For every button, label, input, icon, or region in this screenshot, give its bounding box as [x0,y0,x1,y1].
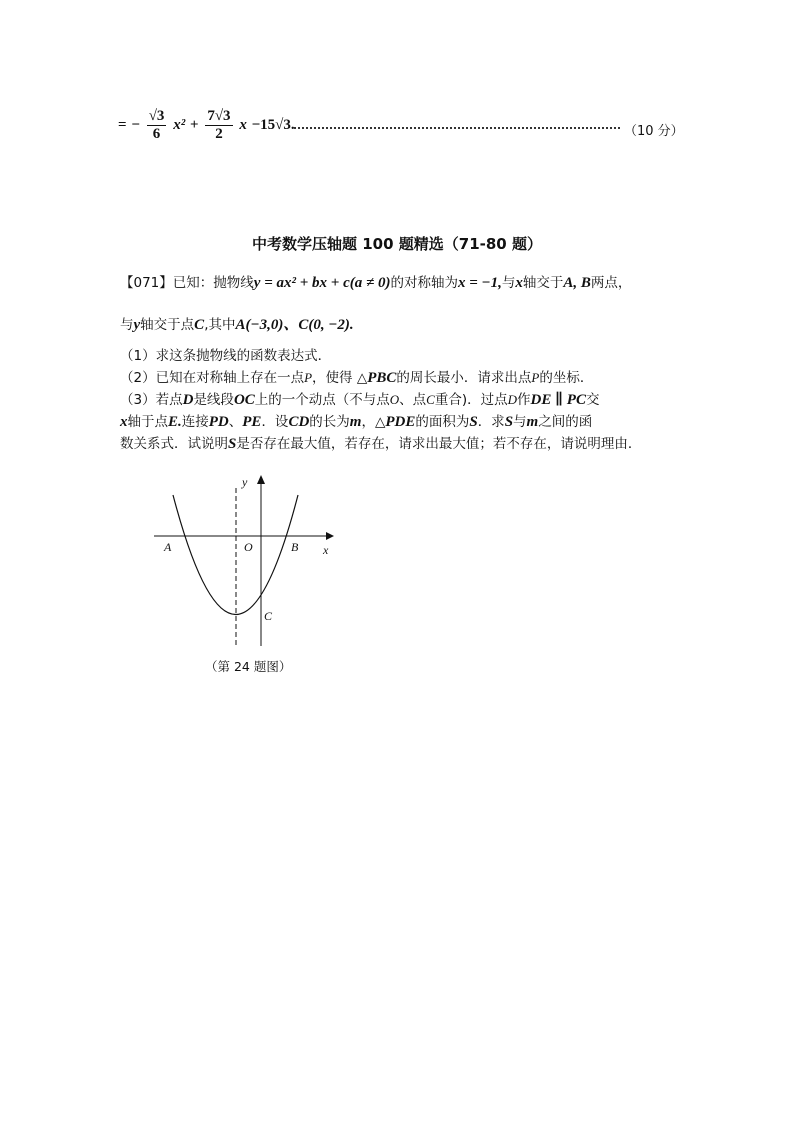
text: 的面积为 [415,414,470,430]
question-3-line-2 [120,412,592,432]
parabola-figure [140,470,350,655]
fraction-1 [147,108,167,143]
text: 的长为 [309,414,350,430]
figure-caption: （第 24 题图） [205,659,292,674]
problem-tag: 【071】 [120,275,173,291]
var-P: P [531,370,540,385]
var-E: E. [168,414,182,430]
parallel-DE-PC: DE ∥ PC [530,392,586,408]
segment-PD: PD [208,414,229,430]
points-AB: A, B [563,275,591,291]
equals-sign: = [118,117,127,133]
text: 已知：抛物线 [172,275,254,291]
text: 数关系式．试说明 [120,436,228,452]
question-3-line-3 [120,434,641,454]
y-axis-arrow-icon [257,475,265,484]
x-squared: x² [173,117,186,133]
x-axis-arrow-icon [326,532,334,540]
var-P: P [304,370,313,385]
text: 连接 [181,414,209,430]
text: 、点 [399,392,427,408]
text: ．求 [477,414,505,430]
text: 轴交于 [522,275,564,291]
plus-sign: + [189,117,199,133]
var-D: D [507,392,518,407]
text: 作 [517,392,531,408]
text: （3）若点 [120,392,183,408]
text: 与 [120,317,134,333]
label-y: y [242,475,248,489]
text: 轴交于点 [140,317,195,333]
problem-line-2 [120,315,354,335]
axis-equation: x = −1, [457,275,502,291]
text: ．设 [261,414,289,430]
text: ，使得 △ [312,370,368,386]
question-1: （1）求这条抛物线的函数表达式． [120,348,332,364]
var-O: O [389,392,400,407]
text: 的坐标． [539,370,594,386]
score-label: （10 分） [624,124,684,139]
text: 交 [585,392,600,408]
triangle-PBC: PBC [367,370,397,386]
fraction-2-numerator: 7√3 [207,108,231,124]
label-B: B [291,540,299,554]
dotted-leader [294,124,620,129]
text: 的周长最小．请求出点 [396,370,532,386]
var-D: D [182,392,194,408]
text: ，△ [361,414,386,430]
text: 的对称轴为 [390,275,458,291]
fraction-2 [205,108,232,143]
segment-CD: CD [288,414,310,430]
text: 重合)．过点 [434,392,508,408]
text: 与 [513,414,527,430]
question-3-line-1 [120,390,599,410]
section-heading: 中考数学压轴题 100 题精选（71-80 题） [252,235,542,253]
constant-term: −15√3. [251,117,295,133]
text: 上的一个动点（不与点 [254,392,390,408]
label-O: O [244,540,253,554]
var-S: S [504,414,514,430]
fraction-1-denominator: 6 [152,126,161,142]
var-S: S [469,414,478,430]
text: 是否存在最大值，若存在，请求出最大值；若不存在，请说明理由． [236,436,642,452]
triangle-PDE: PDE [385,414,416,430]
text: 两点， [590,275,632,291]
segment-OC: OC [233,392,255,408]
point-C: C [194,317,205,333]
label-x: x [323,543,329,557]
var-y: y [133,317,141,333]
var-m: m [349,414,362,430]
text: 是线段 [193,392,234,408]
given-points: A(−3,0)、C(0, −2). [235,317,354,333]
text: 、 [228,414,243,430]
label-C: C [264,609,273,623]
segment-PE: PE [242,414,262,430]
formula-line [118,108,295,152]
var-m: m [526,414,539,430]
question-2 [120,368,593,388]
parabola-equation: y = ax² + bx + c(a ≠ 0) [253,275,391,291]
problem-line-1 [120,273,631,293]
minus-sign: − [131,117,140,133]
text: 轴于点 [127,414,168,430]
var-C: C [426,392,435,407]
text: 与 [501,275,516,291]
var-x: x [120,414,128,430]
var-x: x [515,275,523,291]
text: ,其中 [204,317,236,333]
fraction-2-denominator: 2 [215,126,223,142]
x-term: x [239,117,247,133]
var-S: S [228,436,237,452]
text: （2）已知在对称轴上存在一点 [120,370,305,386]
label-A: A [164,540,172,554]
text: 之间的函 [538,414,593,430]
fraction-1-numerator: √3 [148,108,165,124]
